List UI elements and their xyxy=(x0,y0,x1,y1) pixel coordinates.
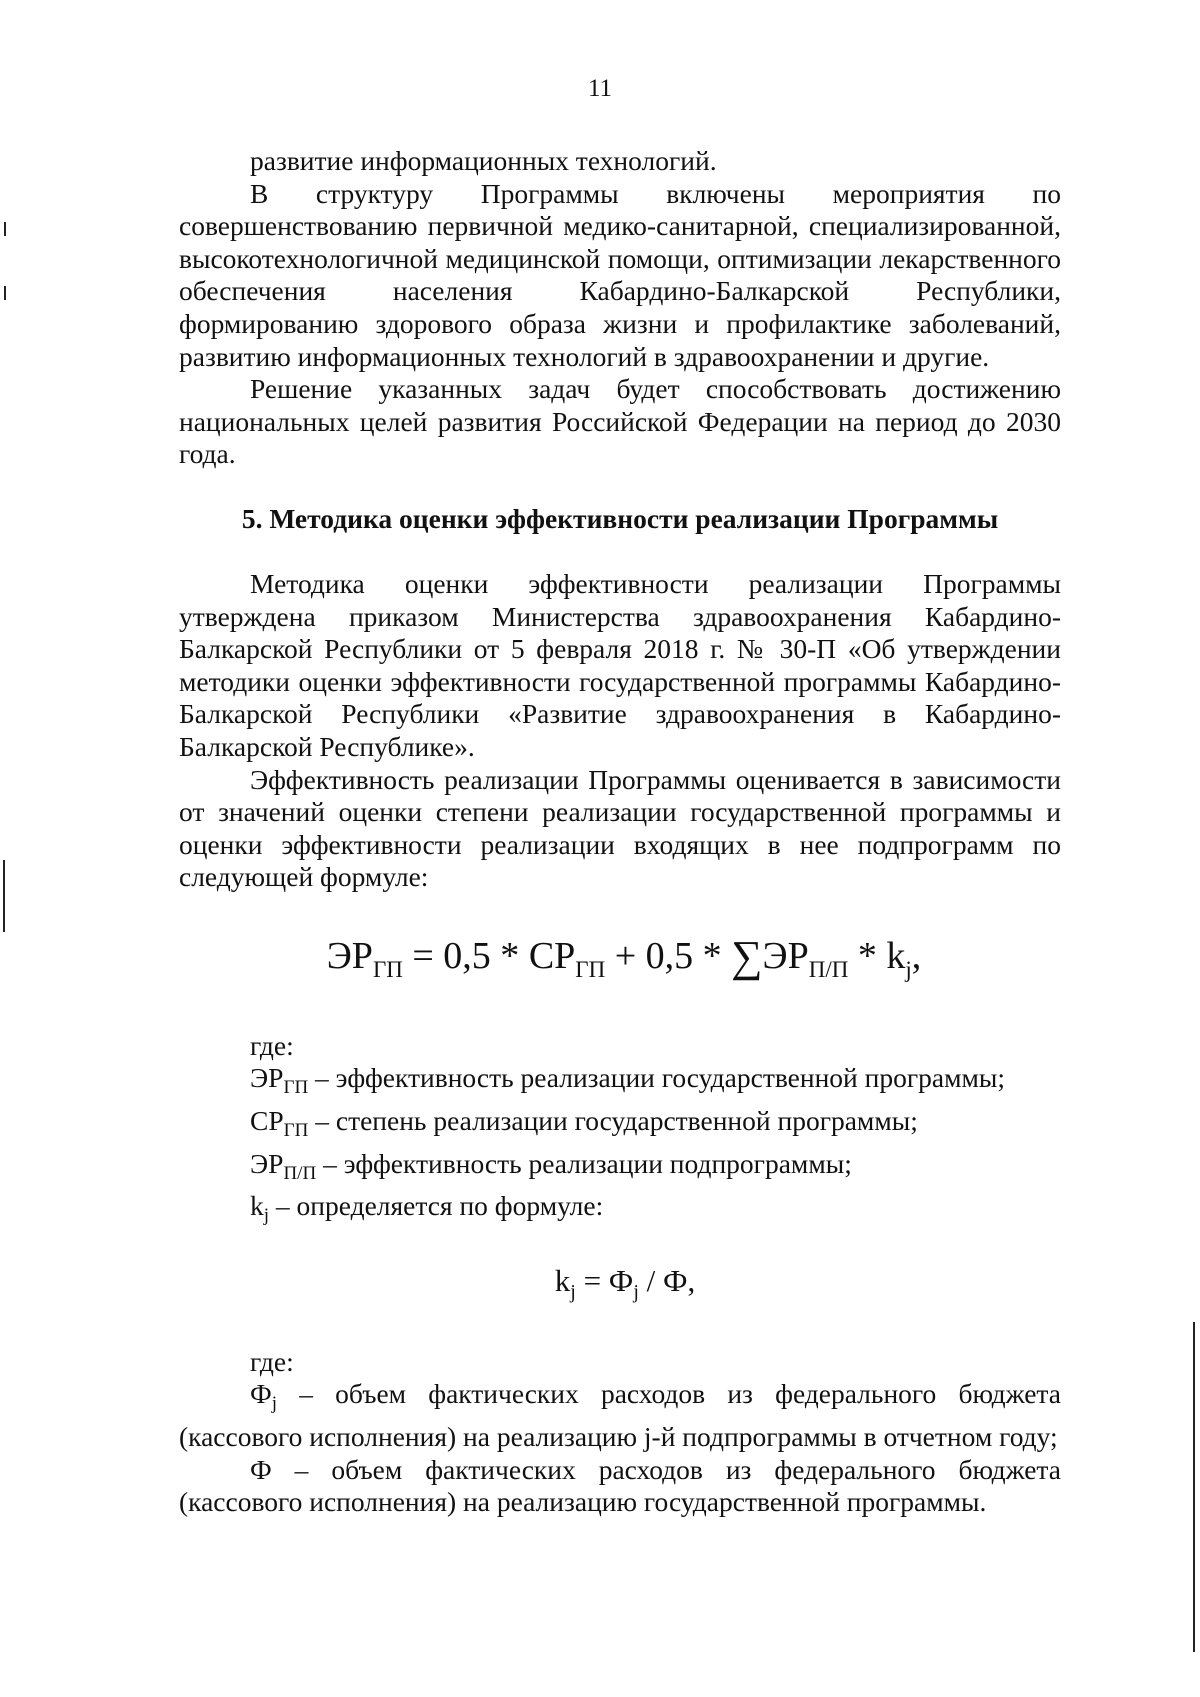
paragraph-continuation: развитие информационных технологий. xyxy=(250,145,717,176)
definition-er-gp: $ЭР_{ГП}$ – эффективность реализации государственной программы; xyxy=(250,1062,1006,1099)
sum-symbol: ∑ xyxy=(731,931,763,981)
paragraph-program-structure: В структуру Программы включены мероприятия по совершенствованию первичной медико-санитарной, специализированной, высокотехнологичной медицинской помощи, оптимизации лекарственного обеспечения населения Кабардино-Балкарской Республики, формированию здорового образа жизни и профилактике заболеваний, развитию информационных технологий в здравоохранении и другие. xyxy=(179,177,1061,372)
definition-phi: Ф – объем фактических расходов из федерального бюджета (кассового исполнения) на реализацию государственной программы. xyxy=(179,1453,1061,1518)
page-number: 11 xyxy=(587,75,613,102)
formula-kj: $k_j = Ф_j / Ф$, xyxy=(554,1262,696,1303)
definition-kj: $k_j$ – определяется по формуле: xyxy=(250,1190,604,1227)
document-body xyxy=(179,145,1061,1519)
paragraph-methodology: Методика оценки эффективности реализации Программы утверждена приказом Министерства здравоохранения Кабардино-Балкарской Республики от 5 февраля 2018 г. № 30-П «Об утверждении методики оценки эффективности государственной программы Кабардино-Балкарской Республики «Развитие здравоохранения в Кабардино-Балкарской Республике». xyxy=(179,567,1061,762)
scan-margin-mark xyxy=(1193,1322,1195,1652)
scan-margin-mark xyxy=(3,860,5,932)
paragraph-efficiency: Эффективность реализации Программы оценивается в зависимости от значений оценки степени реализации государственной программы и оценки эффективности реализации входящих в нее подпрограмм по следующей формуле: xyxy=(179,763,1061,893)
definition-er-pp: $ЭР_{П/П}$ – эффективность реализации подпрограммы; xyxy=(250,1147,852,1184)
definition-phi-j: $Ф_j$ – объем фактических расходов из федерального бюджета (кассового исполнения) на реализацию j-й подпрограммы в отчетном году; xyxy=(179,1378,1061,1453)
formula-efficiency: $ЭР_{ГП} = 0,5 * СР_{ГП} + 0,5 * \sum ЭР_{П/П} * k_j$, xyxy=(326,931,922,982)
paragraph-national-goals: Решение указанных задач будет способствовать достижению национальных целей развития Российской Федерации на период до 2030 года. xyxy=(179,373,1061,470)
definition-sr-gp: $СР_{ГП}$ – степень реализации государственной программы; xyxy=(250,1105,918,1142)
section-heading: 5. Методика оценки эффективности реализации Программы xyxy=(241,502,999,534)
where-label: где: xyxy=(250,1029,294,1061)
where-label: где: xyxy=(250,1345,294,1377)
scan-margin-mark xyxy=(4,222,6,236)
scan-margin-mark xyxy=(4,286,6,300)
